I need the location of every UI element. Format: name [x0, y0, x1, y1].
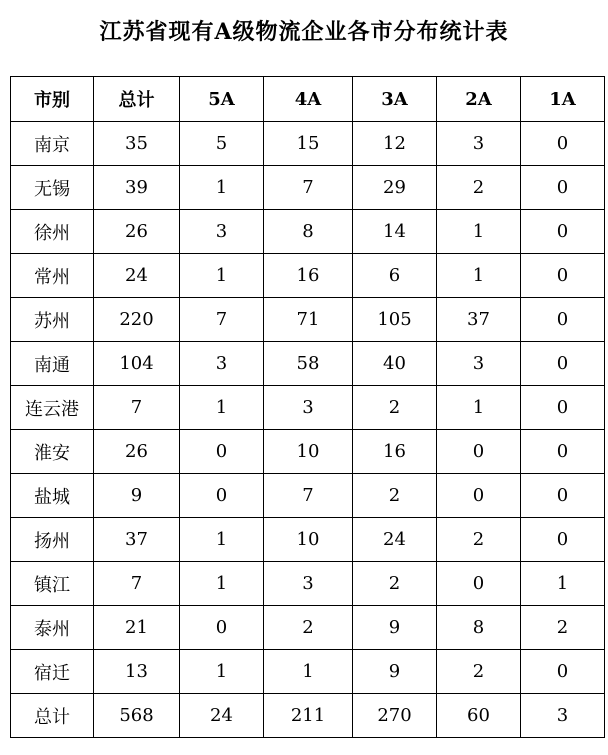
- cell-4a: 10: [264, 430, 353, 474]
- cell-1a: 0: [521, 298, 605, 342]
- cell-city: 苏州: [11, 298, 94, 342]
- cell-city: 无锡: [11, 166, 94, 210]
- cell-total: 568: [94, 694, 180, 738]
- cell-4a: 211: [264, 694, 353, 738]
- cell-1a: 0: [521, 210, 605, 254]
- cell-4a: 3: [264, 562, 353, 606]
- cell-3a: 9: [353, 606, 437, 650]
- cell-4a: 71: [264, 298, 353, 342]
- cell-3a: 6: [353, 254, 437, 298]
- header-3a: 3A: [353, 77, 437, 122]
- header-city: 市别: [11, 77, 94, 122]
- cell-3a: 2: [353, 562, 437, 606]
- cell-2a: 1: [437, 254, 521, 298]
- cell-city: 盐城: [11, 474, 94, 518]
- table-row: [11, 650, 605, 694]
- table-row: [11, 518, 605, 562]
- cell-city: 南京: [11, 122, 94, 166]
- cell-total: 104: [94, 342, 180, 386]
- table-row: [11, 694, 605, 738]
- header-row: [11, 77, 605, 122]
- cell-2a: 37: [437, 298, 521, 342]
- cell-2a: 1: [437, 210, 521, 254]
- cell-3a: 29: [353, 166, 437, 210]
- cell-2a: 0: [437, 562, 521, 606]
- cell-city: 南通: [11, 342, 94, 386]
- cell-4a: 15: [264, 122, 353, 166]
- table-row: [11, 298, 605, 342]
- header-4a: 4A: [264, 77, 353, 122]
- header-1a: 1A: [521, 77, 605, 122]
- cell-3a: 12: [353, 122, 437, 166]
- cell-1a: 0: [521, 386, 605, 430]
- cell-5a: 5: [180, 122, 264, 166]
- cell-2a: 3: [437, 122, 521, 166]
- cell-1a: 0: [521, 342, 605, 386]
- table-row: [11, 386, 605, 430]
- cell-2a: 2: [437, 518, 521, 562]
- cell-1a: 0: [521, 254, 605, 298]
- cell-total: 24: [94, 254, 180, 298]
- table-row: [11, 430, 605, 474]
- header-total: 总计: [94, 77, 180, 122]
- cell-5a: 0: [180, 430, 264, 474]
- cell-5a: 1: [180, 386, 264, 430]
- cell-1a: 3: [521, 694, 605, 738]
- table-row: [11, 606, 605, 650]
- cell-3a: 40: [353, 342, 437, 386]
- cell-3a: 270: [353, 694, 437, 738]
- cell-3a: 105: [353, 298, 437, 342]
- cell-city: 扬州: [11, 518, 94, 562]
- cell-5a: 7: [180, 298, 264, 342]
- cell-5a: 1: [180, 562, 264, 606]
- cell-3a: 24: [353, 518, 437, 562]
- logistics-stats-table: [10, 76, 605, 738]
- cell-total: 35: [94, 122, 180, 166]
- cell-1a: 0: [521, 122, 605, 166]
- cell-1a: 0: [521, 474, 605, 518]
- table-row: [11, 562, 605, 606]
- cell-5a: 1: [180, 650, 264, 694]
- cell-city: 常州: [11, 254, 94, 298]
- cell-5a: 3: [180, 210, 264, 254]
- header-2a: 2A: [437, 77, 521, 122]
- cell-city: 镇江: [11, 562, 94, 606]
- cell-total: 26: [94, 210, 180, 254]
- cell-city: 总计: [11, 694, 94, 738]
- cell-2a: 1: [437, 386, 521, 430]
- cell-1a: 1: [521, 562, 605, 606]
- cell-5a: 1: [180, 166, 264, 210]
- cell-4a: 58: [264, 342, 353, 386]
- cell-5a: 24: [180, 694, 264, 738]
- cell-4a: 7: [264, 474, 353, 518]
- cell-total: 9: [94, 474, 180, 518]
- cell-city: 宿迁: [11, 650, 94, 694]
- table-row: [11, 210, 605, 254]
- cell-2a: 2: [437, 650, 521, 694]
- cell-3a: 2: [353, 386, 437, 430]
- cell-total: 7: [94, 386, 180, 430]
- table-row: [11, 342, 605, 386]
- cell-3a: 9: [353, 650, 437, 694]
- cell-2a: 3: [437, 342, 521, 386]
- cell-5a: 0: [180, 474, 264, 518]
- cell-3a: 2: [353, 474, 437, 518]
- table-row: [11, 122, 605, 166]
- cell-city: 泰州: [11, 606, 94, 650]
- cell-total: 13: [94, 650, 180, 694]
- table-body: [11, 122, 605, 738]
- cell-2a: 0: [437, 474, 521, 518]
- cell-1a: 0: [521, 518, 605, 562]
- cell-2a: 8: [437, 606, 521, 650]
- cell-4a: 2: [264, 606, 353, 650]
- table-title: 江苏省现有A级物流企业各市分布统计表: [99, 19, 509, 45]
- cell-4a: 8: [264, 210, 353, 254]
- cell-city: 淮安: [11, 430, 94, 474]
- cell-5a: 3: [180, 342, 264, 386]
- cell-4a: 10: [264, 518, 353, 562]
- cell-total: 39: [94, 166, 180, 210]
- cell-5a: 0: [180, 606, 264, 650]
- cell-4a: 16: [264, 254, 353, 298]
- cell-1a: 0: [521, 166, 605, 210]
- cell-total: 7: [94, 562, 180, 606]
- cell-total: 37: [94, 518, 180, 562]
- cell-4a: 1: [264, 650, 353, 694]
- table-row: [11, 166, 605, 210]
- cell-total: 21: [94, 606, 180, 650]
- table-row: [11, 474, 605, 518]
- cell-2a: 2: [437, 166, 521, 210]
- cell-1a: 0: [521, 430, 605, 474]
- cell-5a: 1: [180, 254, 264, 298]
- cell-city: 徐州: [11, 210, 94, 254]
- cell-total: 220: [94, 298, 180, 342]
- cell-4a: 3: [264, 386, 353, 430]
- cell-3a: 16: [353, 430, 437, 474]
- header-5a: 5A: [180, 77, 264, 122]
- cell-total: 26: [94, 430, 180, 474]
- cell-4a: 7: [264, 166, 353, 210]
- table-row: [11, 254, 605, 298]
- cell-2a: 60: [437, 694, 521, 738]
- cell-1a: 2: [521, 606, 605, 650]
- cell-city: 连云港: [11, 386, 94, 430]
- cell-2a: 0: [437, 430, 521, 474]
- cell-5a: 1: [180, 518, 264, 562]
- cell-3a: 14: [353, 210, 437, 254]
- cell-1a: 0: [521, 650, 605, 694]
